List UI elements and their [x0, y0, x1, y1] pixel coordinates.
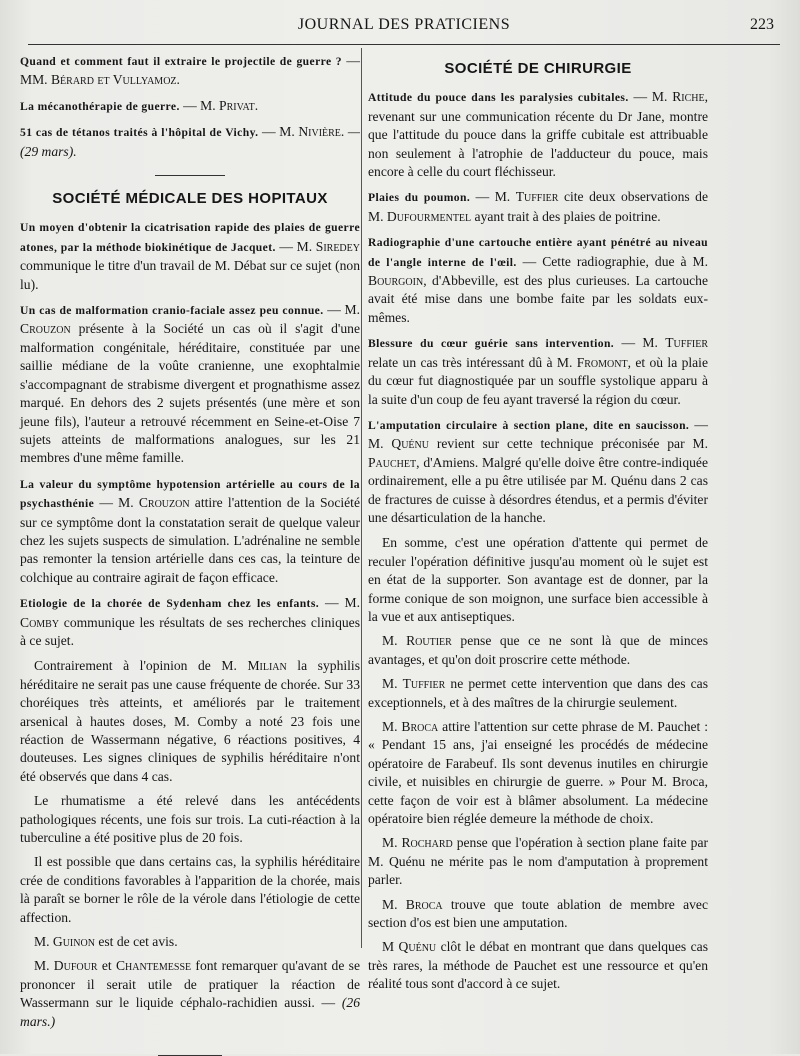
entry-text: — M.	[275, 238, 316, 254]
entry-text: — M.	[94, 495, 139, 511]
entry-text: , et où la plaie du cœur fut diagnostiquée par un souffle systolique apparu à la suite d'un coup de feu ayant traversé la région du cœur.	[368, 354, 708, 407]
entry-text: communique les résultats de ses recherches cliniques à ce sujet.	[20, 614, 360, 648]
author-names: Nivière.	[298, 124, 345, 140]
author-name: Guinon	[52, 934, 95, 950]
author-name: Milian	[247, 658, 287, 674]
author-name: Quénu	[398, 939, 437, 955]
author-name: Crouzon	[138, 495, 190, 511]
entry-text: — M.	[319, 595, 360, 611]
paragraph-en-somme: En somme, c'est une opération d'attente qui permet de reculer l'opération définitive jusqu'au moment où le sujet est en état de la supporter. Son avantage est de donner, par la forme conique de son moignon, une surface bien accessible à la vue et aux antiseptiques.	[368, 535, 708, 624]
paragraph-text: attire l'attention sur cette phrase de M. Pauchet : « Pendant 15 ans, j'ai enseigné les procédés de médecine opératoire de Farabeuf. Ils sont devenus inutiles en chirurgie civile, et nuisibles en chirurgie de guerre. » Pour M. Broca, cette façon de voir est à blâmer absolument. La médecine opératoire bien réglée demeure la méthode de choix.	[368, 719, 709, 827]
entry-text: — MM.	[20, 53, 360, 88]
entry-heading: Quand et comment faut il extraire le projectile de guerre ?	[20, 55, 342, 68]
paragraph-quenu	[368, 938, 708, 993]
entry-heading: Radiographie d'une cartouche entière ayant pénétré au niveau de l'angle interne de l'œil.	[368, 236, 708, 269]
entry-radiographie	[368, 233, 708, 327]
entry-text: communique le titre d'un travail de M. Débat sur ce sujet (non lu).	[20, 258, 360, 292]
entry-heading: Plaies du poumon.	[368, 191, 471, 205]
entry-text: , d'Amiens. Malgré qu'elle doive être contre-indiquée ordinairement, elle a pu être utilisée par M. Quénu dans 2 cas de fractures de cuisse à désordres étendus, et a permis d'éviter une désarticulation de la hanche.	[368, 454, 708, 525]
entry-heading: L'amputation circulaire à section plane, dite en saucisson.	[368, 418, 690, 432]
paragraph-text: M.	[382, 676, 403, 692]
entry-heading: Blessure du cœur guérie sans intervention.	[368, 337, 615, 351]
author-name: Quénu	[391, 436, 429, 452]
entry-heading: La mécanothérapie de guerre.	[20, 99, 180, 113]
author-name: Fromont	[576, 354, 628, 370]
paragraph-text: trouve que toute ablation de membre avec section d'os est bien une amputation.	[368, 896, 708, 931]
paragraph-text: clôt le débat en montrant que dans quelques cas très rares, la méthode de Pauchet est une ressource et qu'en réalité tous sont d'accord à ce sujet.	[368, 939, 708, 992]
paragraph-text: M.	[382, 896, 406, 912]
paragraph-text: M.	[382, 835, 402, 851]
paragraph-heredite: Il est possible que dans certains cas, la syphilis héréditaire crée de conditions favorables à l'apparition de la chorée, mais là paraît se borner le rôle de la vérole dans l'étiologie de cette affection.	[20, 854, 360, 925]
entry-text: ayant trait à des plaies de poitrine.	[471, 208, 661, 224]
author-names: Privat.	[219, 97, 259, 113]
paragraph-guinon	[20, 933, 360, 951]
paragraph-broca-2	[368, 896, 708, 933]
author-name: Rochard	[401, 835, 453, 851]
entry-text: — M.	[628, 89, 673, 105]
author-name: Tuffier	[515, 189, 559, 205]
entry-poumon	[368, 188, 708, 226]
entry-text: attire l'attention de la Société sur ce symptôme dont la constatation serait de quelque valeur chez les sujets suspects de simulation. L'adrénaline ne semble pas remonter la tension artérielle dans ces cas, la teinture de colchique au contraire agirait de façon efficace.	[20, 495, 360, 585]
author-name: Routier	[406, 633, 452, 649]
paragraph-text: Contrairement à l'opinion de M.	[34, 658, 248, 674]
author-name: Bourgoin	[368, 273, 424, 289]
entry-cicatrisation	[20, 218, 360, 294]
paragraph-text: font remarquer qu'avant de se prononcer il serait utile de pratiquer la réaction de Wassermann sur le liquide céphalo-rachidien aussi. —	[20, 958, 361, 1011]
paragraph-tuffier	[368, 675, 708, 712]
left-column	[20, 52, 360, 1056]
author-name: Riche	[672, 89, 705, 105]
paragraph-rhumatisme: Le rhumatisme a été relevé dans les antécédents pathologiques récents, une fois sur trois. La cuti-réaction à la tuberculine a été positive plus de 20 fois.	[20, 793, 360, 846]
paragraph-syphilis	[20, 657, 360, 786]
author-name: Crouzon	[20, 321, 71, 337]
author-name: Siredey	[315, 238, 360, 254]
entry-text: — M.	[258, 124, 299, 140]
paragraph-text: est de cet avis.	[94, 934, 178, 950]
entry-text: revient sur cette technique préconisée par M.	[428, 436, 708, 452]
entry-date: — (29 mars).	[20, 124, 360, 159]
entry-heading: Un cas de malformation cranio-faciale assez peu connue.	[20, 304, 324, 318]
author-name: Dufour	[53, 958, 98, 974]
entry-text: présente à la Société un cas où il s'agit d'une malformation congénitale, héréditaire, constituée par une saillie médiane de la voûte cranienne, une exophtalmie s'accompagnant de strabisme divergent et prognathisme assez marqué. En dehors des 2 sujets présentés (une mère et son jeune fils), l'auteur a retrouvé récemment en Seine-et-Oise 7 sujets atteints de malformations analogues, sur les 21 membres d'une même famille.	[20, 321, 360, 466]
paragraph-text: M.	[382, 633, 407, 649]
entry-choree	[20, 594, 360, 650]
entry-heading: Attitude du pouce dans les paralysies cubitales.	[368, 91, 629, 105]
page-number: 223	[750, 16, 774, 33]
entry-text: , d'Abbeville, est des plus curieuses. La cartouche avait été mise dans une bombe faite par les soldats eux-mêmes.	[368, 273, 708, 325]
author-names: Bérard et Vullyamoz.	[50, 72, 180, 88]
author-name: Broca	[401, 719, 439, 734]
entry-text: — M.	[323, 302, 360, 318]
paragraph-dufour	[20, 957, 360, 1031]
paragraph-routier	[368, 632, 708, 669]
author-name: Tuffier	[665, 335, 708, 351]
entry-text: relate un cas très intéressant dû à M.	[368, 354, 577, 370]
entry-heading: Un moyen d'obtenir la cicatrisation rapide des plaies de guerre atones, par la méthode biokinétique de Jacquet.	[20, 221, 360, 254]
paragraph-text: et	[97, 958, 116, 974]
entry-projectile	[20, 52, 360, 90]
section-title-chirurgie: SOCIÉTÉ DE CHIRURGIE	[444, 60, 632, 77]
entry-mecanotherapie	[20, 97, 360, 116]
paragraph-text: M.	[34, 934, 53, 950]
paragraph-text: M.	[34, 958, 54, 974]
entry-text: — Cette radiographie, due à M.	[516, 253, 708, 269]
entry-heading: Etiologie de la chorée de Sydenham chez les enfants.	[20, 597, 320, 611]
section-rule	[155, 175, 225, 176]
paragraph-text: pense que ce ne sont là que de minces avantages, et qu'on doit proscrire cette méthode.	[368, 633, 708, 667]
column-divider	[361, 48, 362, 948]
paragraph-text: pense que l'opération à section plane faite par M. Quénu ne mérite pas le nom d'amputation à proprement parler.	[368, 835, 709, 888]
entry-text: cite deux observations de M.	[368, 189, 709, 224]
author-name: Dufourmentel	[386, 208, 472, 224]
entry-heading: 51 cas de tétanos traités à l'hôpital de Vichy.	[20, 126, 259, 140]
author-name: Broca	[405, 896, 443, 912]
journal-title: JOURNAL DES PRATICIENS	[297, 16, 511, 33]
paragraph-text: la syphilis héréditaire ne serait pas une cause fréquente de chorée. Sur 33 choréiques très atteints, et améliorés par le traitement arsenical à hautes doses, M. Comby a noté 23 fois une réaction de Wassermann négative, 6 réactions positives, 4 douteuses. Les signes cliniques de syphilis héréditaire n'ont été observés que dans 4 cas.	[20, 658, 360, 784]
entry-heading: La valeur du symptôme hypotension artérielle au cours de la psychasthénie	[20, 477, 360, 511]
author-name: Comby	[20, 614, 60, 630]
author-name: Pauchet	[368, 454, 417, 470]
section-title-hopitaux: SOCIÉTÉ MÉDICALE DES HOPITAUX	[52, 190, 328, 208]
entry-pouce	[368, 88, 708, 181]
paragraph-text: M	[382, 939, 399, 955]
entry-coeur	[368, 334, 708, 409]
paragraph-text: ne permet cette intervention que dans des cas exceptionnels, et à des maîtres de la chirurgie seulement.	[368, 676, 708, 710]
entry-text: , revenant sur une communication récente du Dr Jane, montre que l'attitude du pouce dans la griffe cubitale est attribuable non seulement à l'atrophie de l'adducteur du pouce, mais encore à celle du court fléchisseur.	[368, 89, 708, 180]
author-name: Chantemesse	[115, 958, 192, 974]
paragraph-text: M.	[382, 719, 402, 734]
entry-amputation	[368, 416, 708, 527]
entry-text: — M.	[368, 416, 708, 452]
entry-text: — M.	[179, 97, 220, 113]
entry-text: — M.	[470, 189, 516, 205]
entry-malformation	[20, 301, 360, 468]
running-head	[28, 0, 780, 45]
right-column	[368, 52, 708, 1000]
entry-text: — M.	[614, 335, 666, 351]
paragraph-broca-1	[368, 718, 708, 828]
entry-hypotension	[20, 475, 360, 587]
entry-tetanos	[20, 123, 360, 161]
author-name: Tuffier	[402, 676, 446, 692]
paragraph-rochard	[368, 834, 708, 889]
entry-date: (26 mars.)	[20, 995, 360, 1029]
